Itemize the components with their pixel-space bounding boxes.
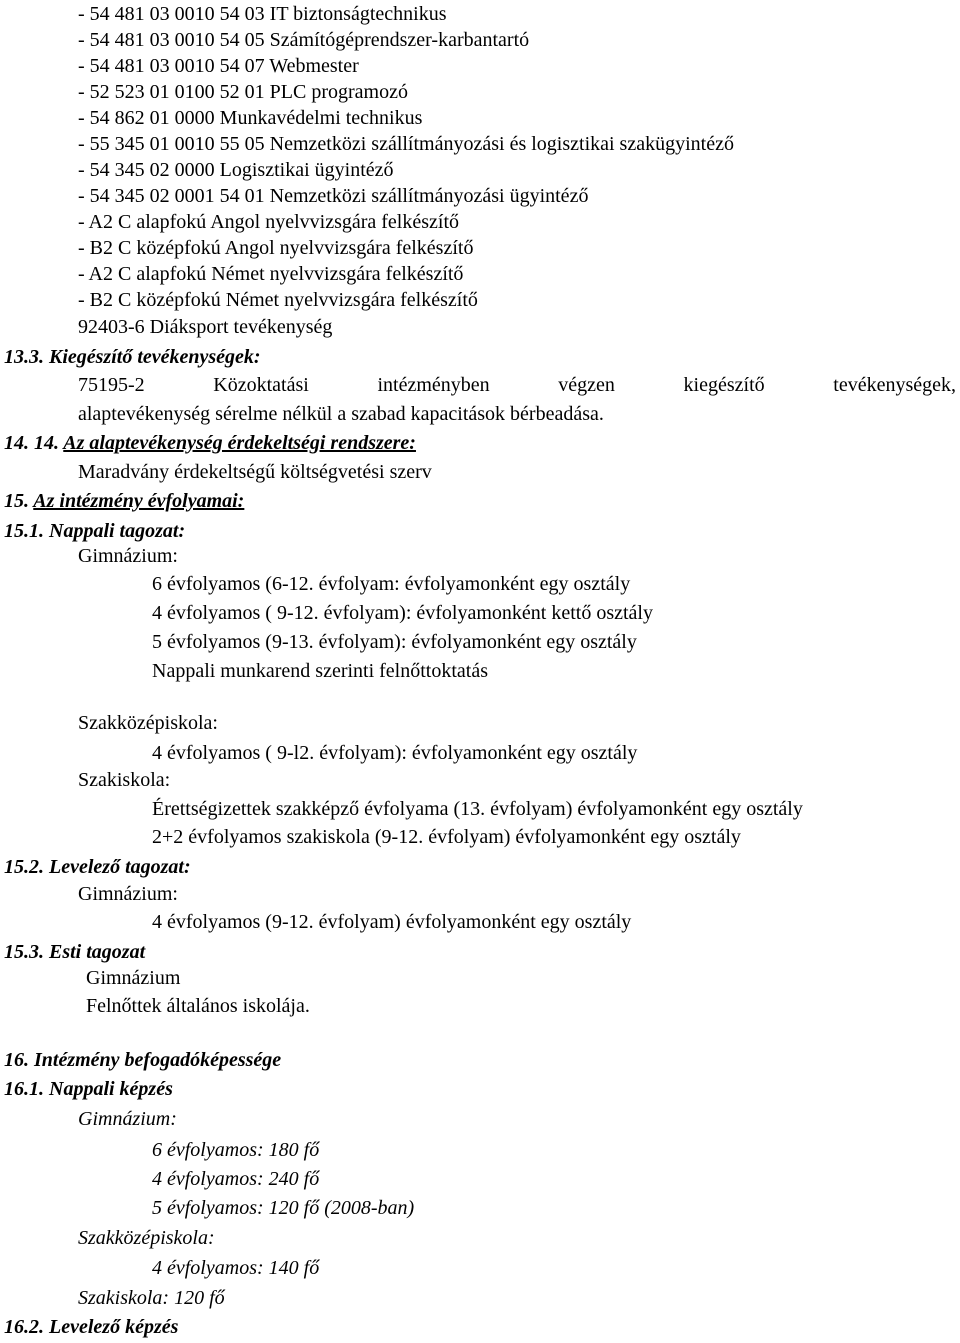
school-type-label: Szakközépiskola: [78,712,218,734]
list-item: - A2 C alapfokú Német nyelvvizsgára felkészítő [78,263,464,285]
list-item: - B2 C középfokú Német nyelvvizsgára felkészítő [78,289,478,311]
list-item: 4 évfolyamos (9-12. évfolyam) évfolyamonként egy osztály [152,911,632,933]
list-item: - 52 523 01 0100 52 01 PLC programozó [78,81,408,103]
list-item: 5 évfolyamos: 120 fő (2008-ban) [152,1197,415,1219]
list-item: - 54 862 01 0000 Munkavédelmi technikus [78,107,423,129]
section-heading-13-3: 13.3. Kiegészítő tevékenységek: [4,346,261,368]
list-item: 6 évfolyamos (6-12. évfolyam: évfolyamonként egy osztály [152,573,631,595]
section-title: Az intézmény évfolyamai: [33,490,245,512]
school-type-label: Gimnázium: [78,1108,177,1130]
school-type-label: Szakiskola: [78,769,171,791]
list-item: - 54 345 02 0000 Logisztikai ügyintéző [78,159,394,181]
list-item: Nappali munkarend szerinti felnőttoktatás [152,660,489,682]
paragraph-line: 75195-2 Közoktatási intézményben végzen kiegészítő tevékenységek, [78,374,956,396]
list-item: 4 évfolyamos ( 9-l2. évfolyam): évfolyamonként egy osztály [152,742,638,764]
section-heading-16-2: 16.2. Levelező képzés [4,1316,179,1338]
school-type-label: Szakközépiskola: [78,1227,215,1249]
section-heading-16-1: 16.1. Nappali képzés [4,1078,173,1100]
list-item: 92403-6 Diáksport tevékenység [78,316,333,338]
list-item: - 54 481 03 0010 54 03 IT biztonságtechnikus [78,3,447,25]
list-item: - A2 C alapfokú Angol nyelvvizsgára felkészítő [78,211,460,233]
school-type-label: Gimnázium: [78,545,178,567]
list-item: 4 évfolyamos: 240 fő [152,1168,320,1190]
list-item: 5 évfolyamos (9-13. évfolyam): évfolyamonként egy osztály [152,631,637,653]
section-heading-15-3: 15.3. Esti tagozat [4,941,146,963]
list-item: 6 évfolyamos: 180 fő [152,1139,320,1161]
list-item: 2+2 évfolyamos szakiskola (9-12. évfolyam) évfolyamonként egy osztály [152,826,741,848]
section-heading-15 [4,488,244,514]
list-item: 4 évfolyamos: 140 fő [152,1257,320,1279]
section-heading-15-2: 15.2. Levelező tagozat: [4,856,191,878]
list-item: - 55 345 01 0010 55 05 Nemzetközi szállítmányozási és logisztikai szakügyintéző [78,133,734,155]
list-item: - B2 C középfokú Angol nyelvvizsgára felkészítő [78,237,474,259]
list-item: - 54 345 02 0001 54 01 Nemzetközi szállítmányozási ügyintéző [78,185,589,207]
section-heading-14 [4,430,416,456]
list-item: 4 évfolyamos ( 9-12. évfolyam): évfolyamonként kettő osztály [152,602,653,624]
list-item: - 54 481 03 0010 54 07 Webmester [78,55,359,77]
section-number: 15. [4,490,29,512]
list-item: Felnőttek általános iskolája. [86,995,310,1017]
section-number: 14. 14. [4,432,59,454]
school-type-label: Szakiskola: 120 fő [78,1287,225,1309]
section-title: Az alaptevékenység érdekeltségi rendszere: [63,432,416,454]
list-item: Gimnázium [86,967,181,989]
section-heading-16: 16. Intézmény befogadóképessége [4,1049,282,1071]
list-item: Érettségizettek szakképző évfolyama (13. évfolyam) évfolyamonként egy osztály [152,798,803,820]
list-item: - 54 481 03 0010 54 05 Számítógéprendszer-karbantartó [78,29,530,51]
school-type-label: Gimnázium: [78,883,178,905]
paragraph-line: alaptevékenység sérelme nélkül a szabad kapacitások bérbeadása. [78,403,604,425]
paragraph-line: Maradvány érdekeltségű költségvetési szerv [78,461,432,483]
section-heading-15-1: 15.1. Nappali tagozat: [4,520,186,542]
